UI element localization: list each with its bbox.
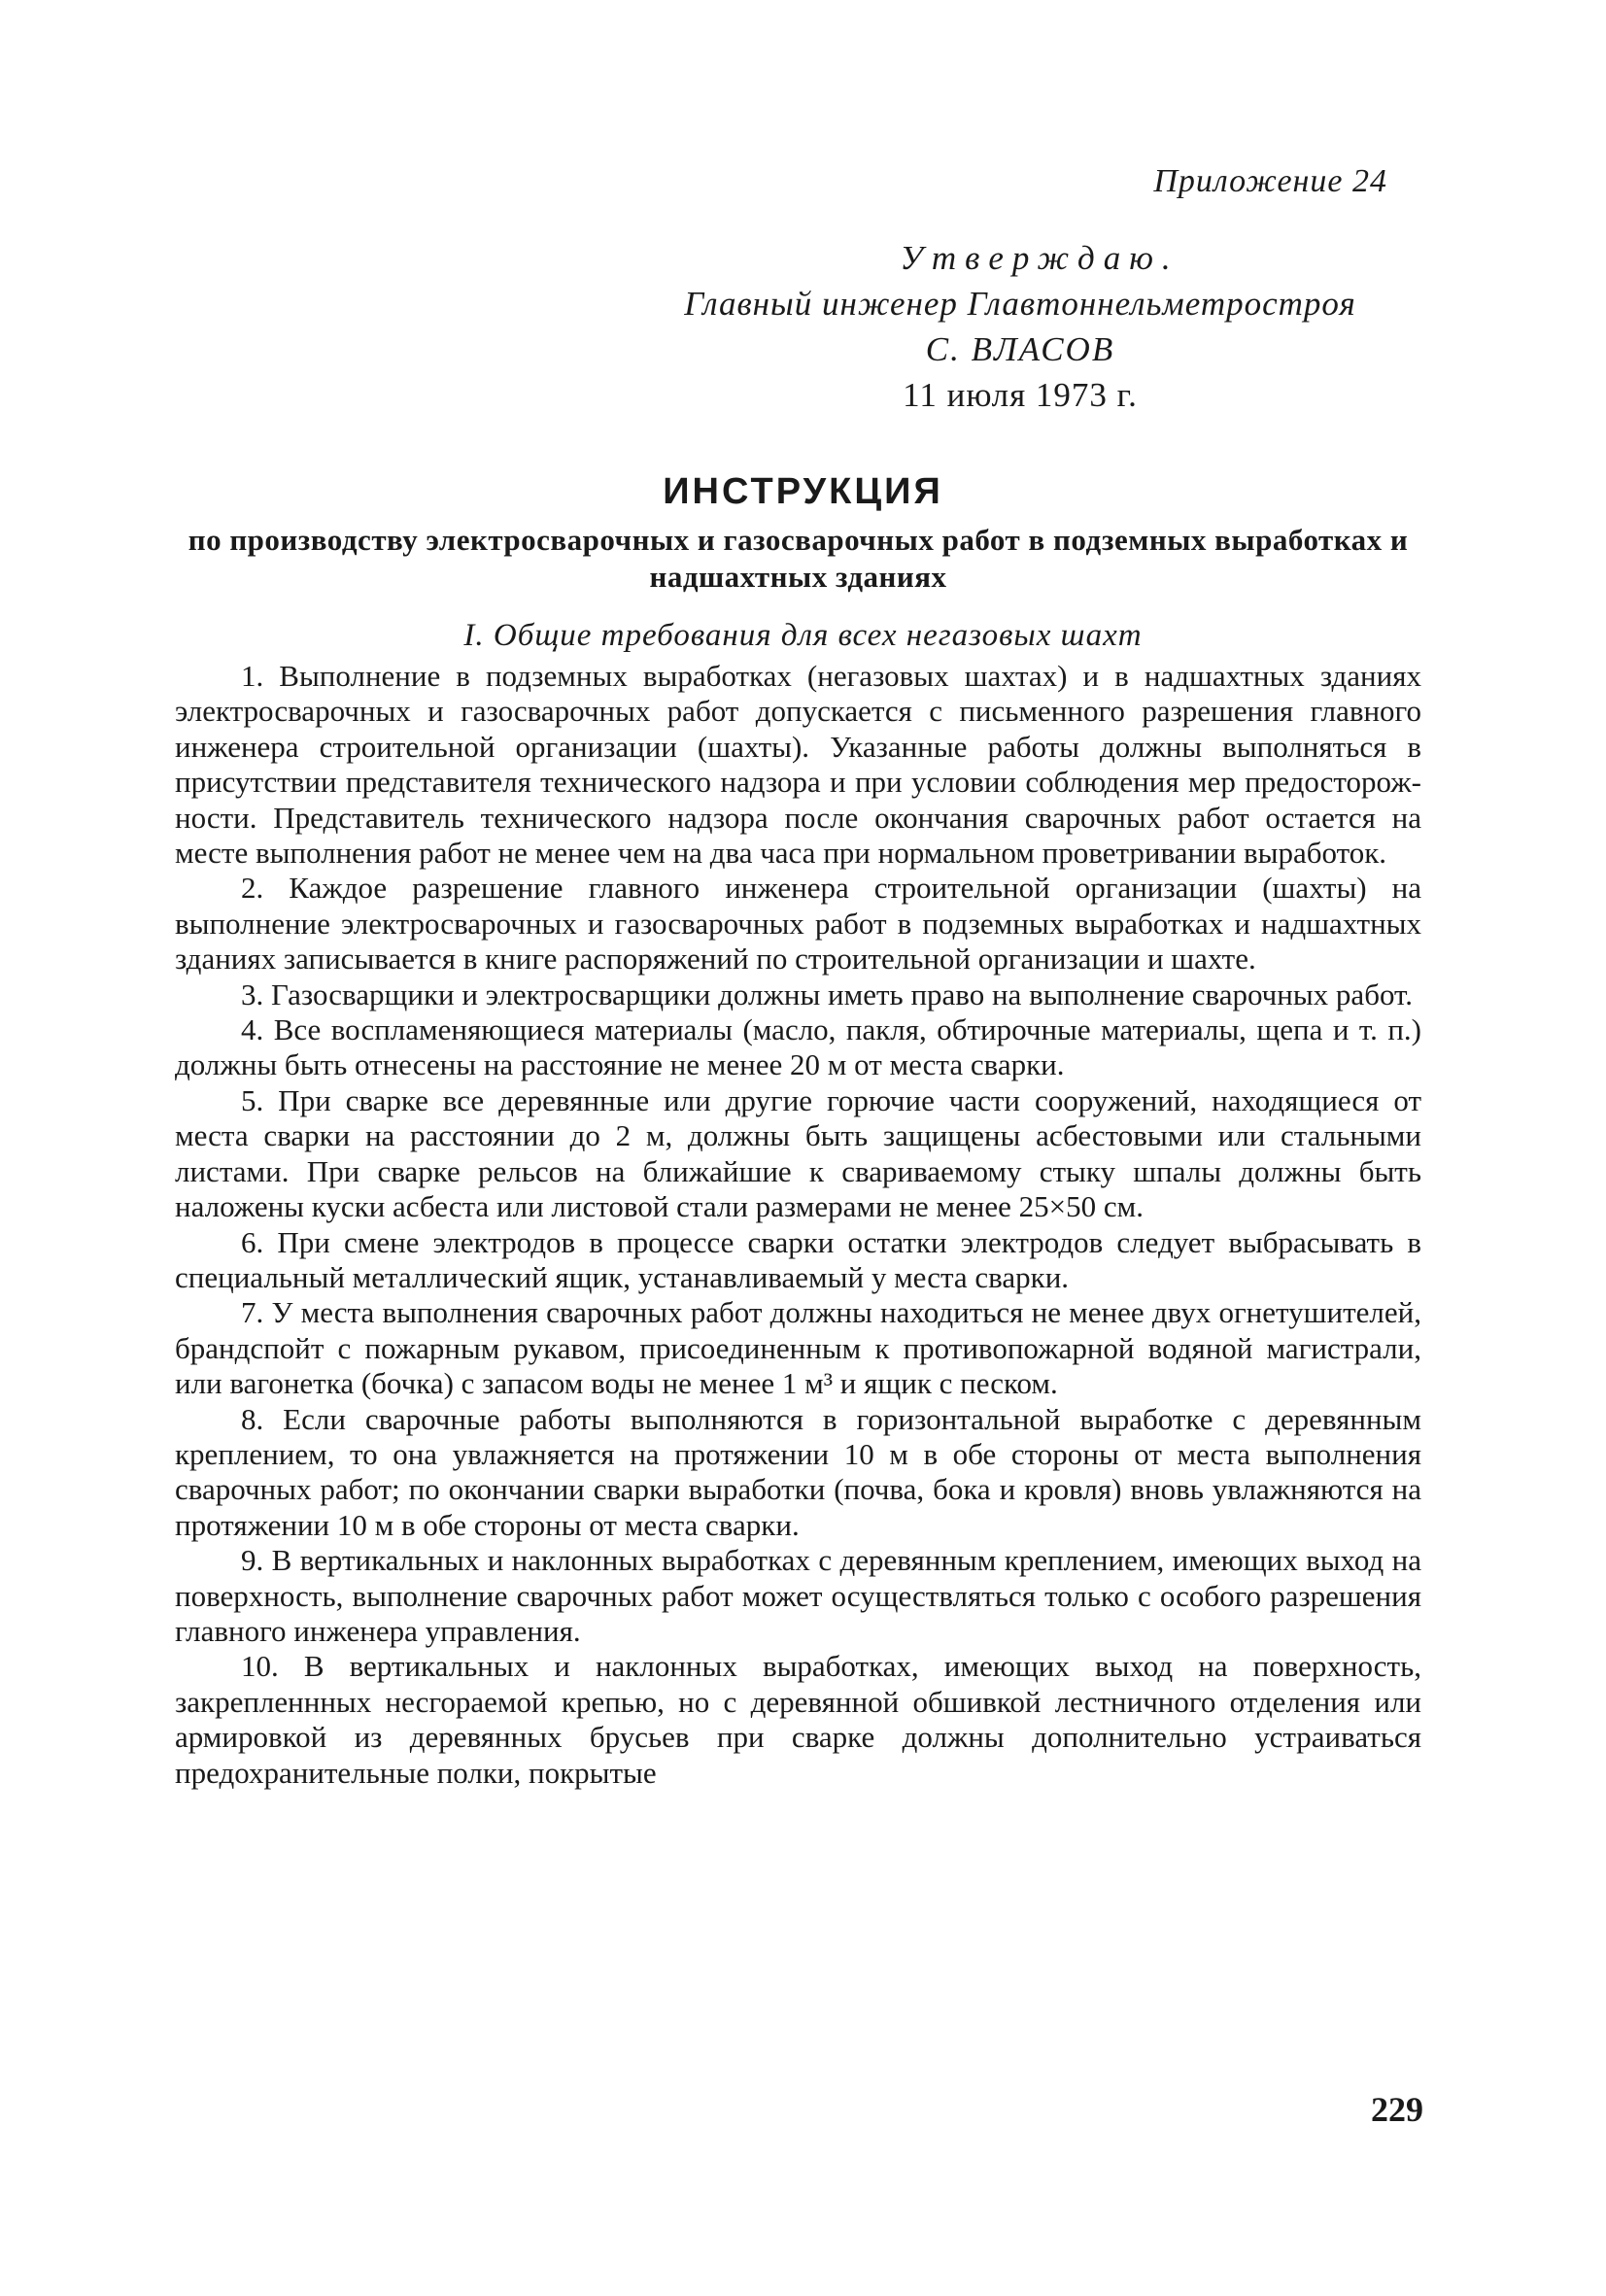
paragraph-6: 6. При смене электродов в процессе сварки остатки электродов следует выбрасывать в специальный металлический ящик, устанавливаемый у места сварки. [175,1224,1421,1294]
paragraph-10: 10. В вертикальных и наклонных выработках, имеющих выход на поверхность, закрепленнных несгораемой крепью, но с деревянной обшивкой лестничного отделения или армировкой из деревянных брусьев при сварке должны дополнительно устраиваться предохранительные полки, покрытые [175,1649,1421,1790]
appendix-label: Приложение 24 [1153,163,1387,199]
page-number: 229 [1371,2090,1423,2129]
approver-position: Главный инженер Главтоннельметростроя [684,285,1356,323]
body-text [175,659,1421,1791]
paragraph-7: 7. У места выполнения сварочных работ должны находиться не менее двух огнетушителей, брандспойт с пожарным рукавом, присоединенным к противопожарной водяной магистрали, или вагонетка (бочка) с запасом воды не менее 1 м³ и ящик с песком. [175,1295,1421,1401]
approval-word: Утверждаю. [900,239,1179,277]
paragraph-2: 2. Каждое разрешение главного инженера строительной организации (шахты) на выполнение электросварочных и газосварочных работ в подземных выработках и надшахтных зданиях записывается в книге распоряжений по строительной организации и шахте. [175,871,1421,977]
section-heading: I. Общие требования для всех негазовых шахт [463,618,1143,653]
approval-block [680,235,1360,418]
approver-name: С. ВЛАСОВ [925,330,1115,368]
paragraph-3: 3. Газосварщики и электросварщики должны иметь право на выполнение сварочных работ. [241,977,1414,1011]
paragraph-4: 4. Все воспламеняющиеся материалы (масло, пакля, обтирочные материалы, щепа и т. п.) должны быть отнесены на расстояние не менее 20 м от места сварки. [175,1012,1421,1082]
document-title: ИНСТРУКЦИЯ [663,471,943,512]
paragraph-9: 9. В вертикальных и наклонных выработках с деревянным креплением, имеющих выход на поверхность, выполнение сварочных работ может осуществляться только с особого разрешения главного инженера управления. [175,1543,1421,1648]
paragraph-1: 1. Выполнение в подземных выработках (негазовых шахтах) и в надшахтных зданиях электросварочных и газосварочных работ допускается с письменного разрешения главного инженера строительной организации (шахты). Указанные работы должны выполняться в присутствии представителя технического надзора и при условии соблюдения мер предосторожности. Представитель технического надзора после окончания сварочных работ остается на месте выполнения работ не менее чем на два часа при нормальном проветривании выработок. [175,659,1421,871]
paragraph-5: 5. При сварке все деревянные или другие горючие части сооружений, находящиеся от места сварки на расстоянии до 2 м, должны быть защищены асбестовыми или стальными листами. При сварке рельсов на ближайшие к свариваемому стыку шпалы должны быть наложены куски асбеста или листовой стали размерами не менее 25×50 см. [175,1082,1421,1224]
paragraph-8: 8. Если сварочные работы выполняются в горизонтальной выработке с деревянным креплением, то она увлажняется на протяжении 10 м в обе стороны от места выполнения сварочных работ; по окончании сварки выработки (почва, бока и кровля) вновь увлажняются на протяжении 10 м в обе стороны от места сварки. [175,1401,1421,1542]
document-subtitle: по производству электросварочных и газосварочных работ в подземных выработках и надшахтных зданиях [188,523,1409,594]
approval-date: 11 июля 1973 г. [903,376,1138,414]
